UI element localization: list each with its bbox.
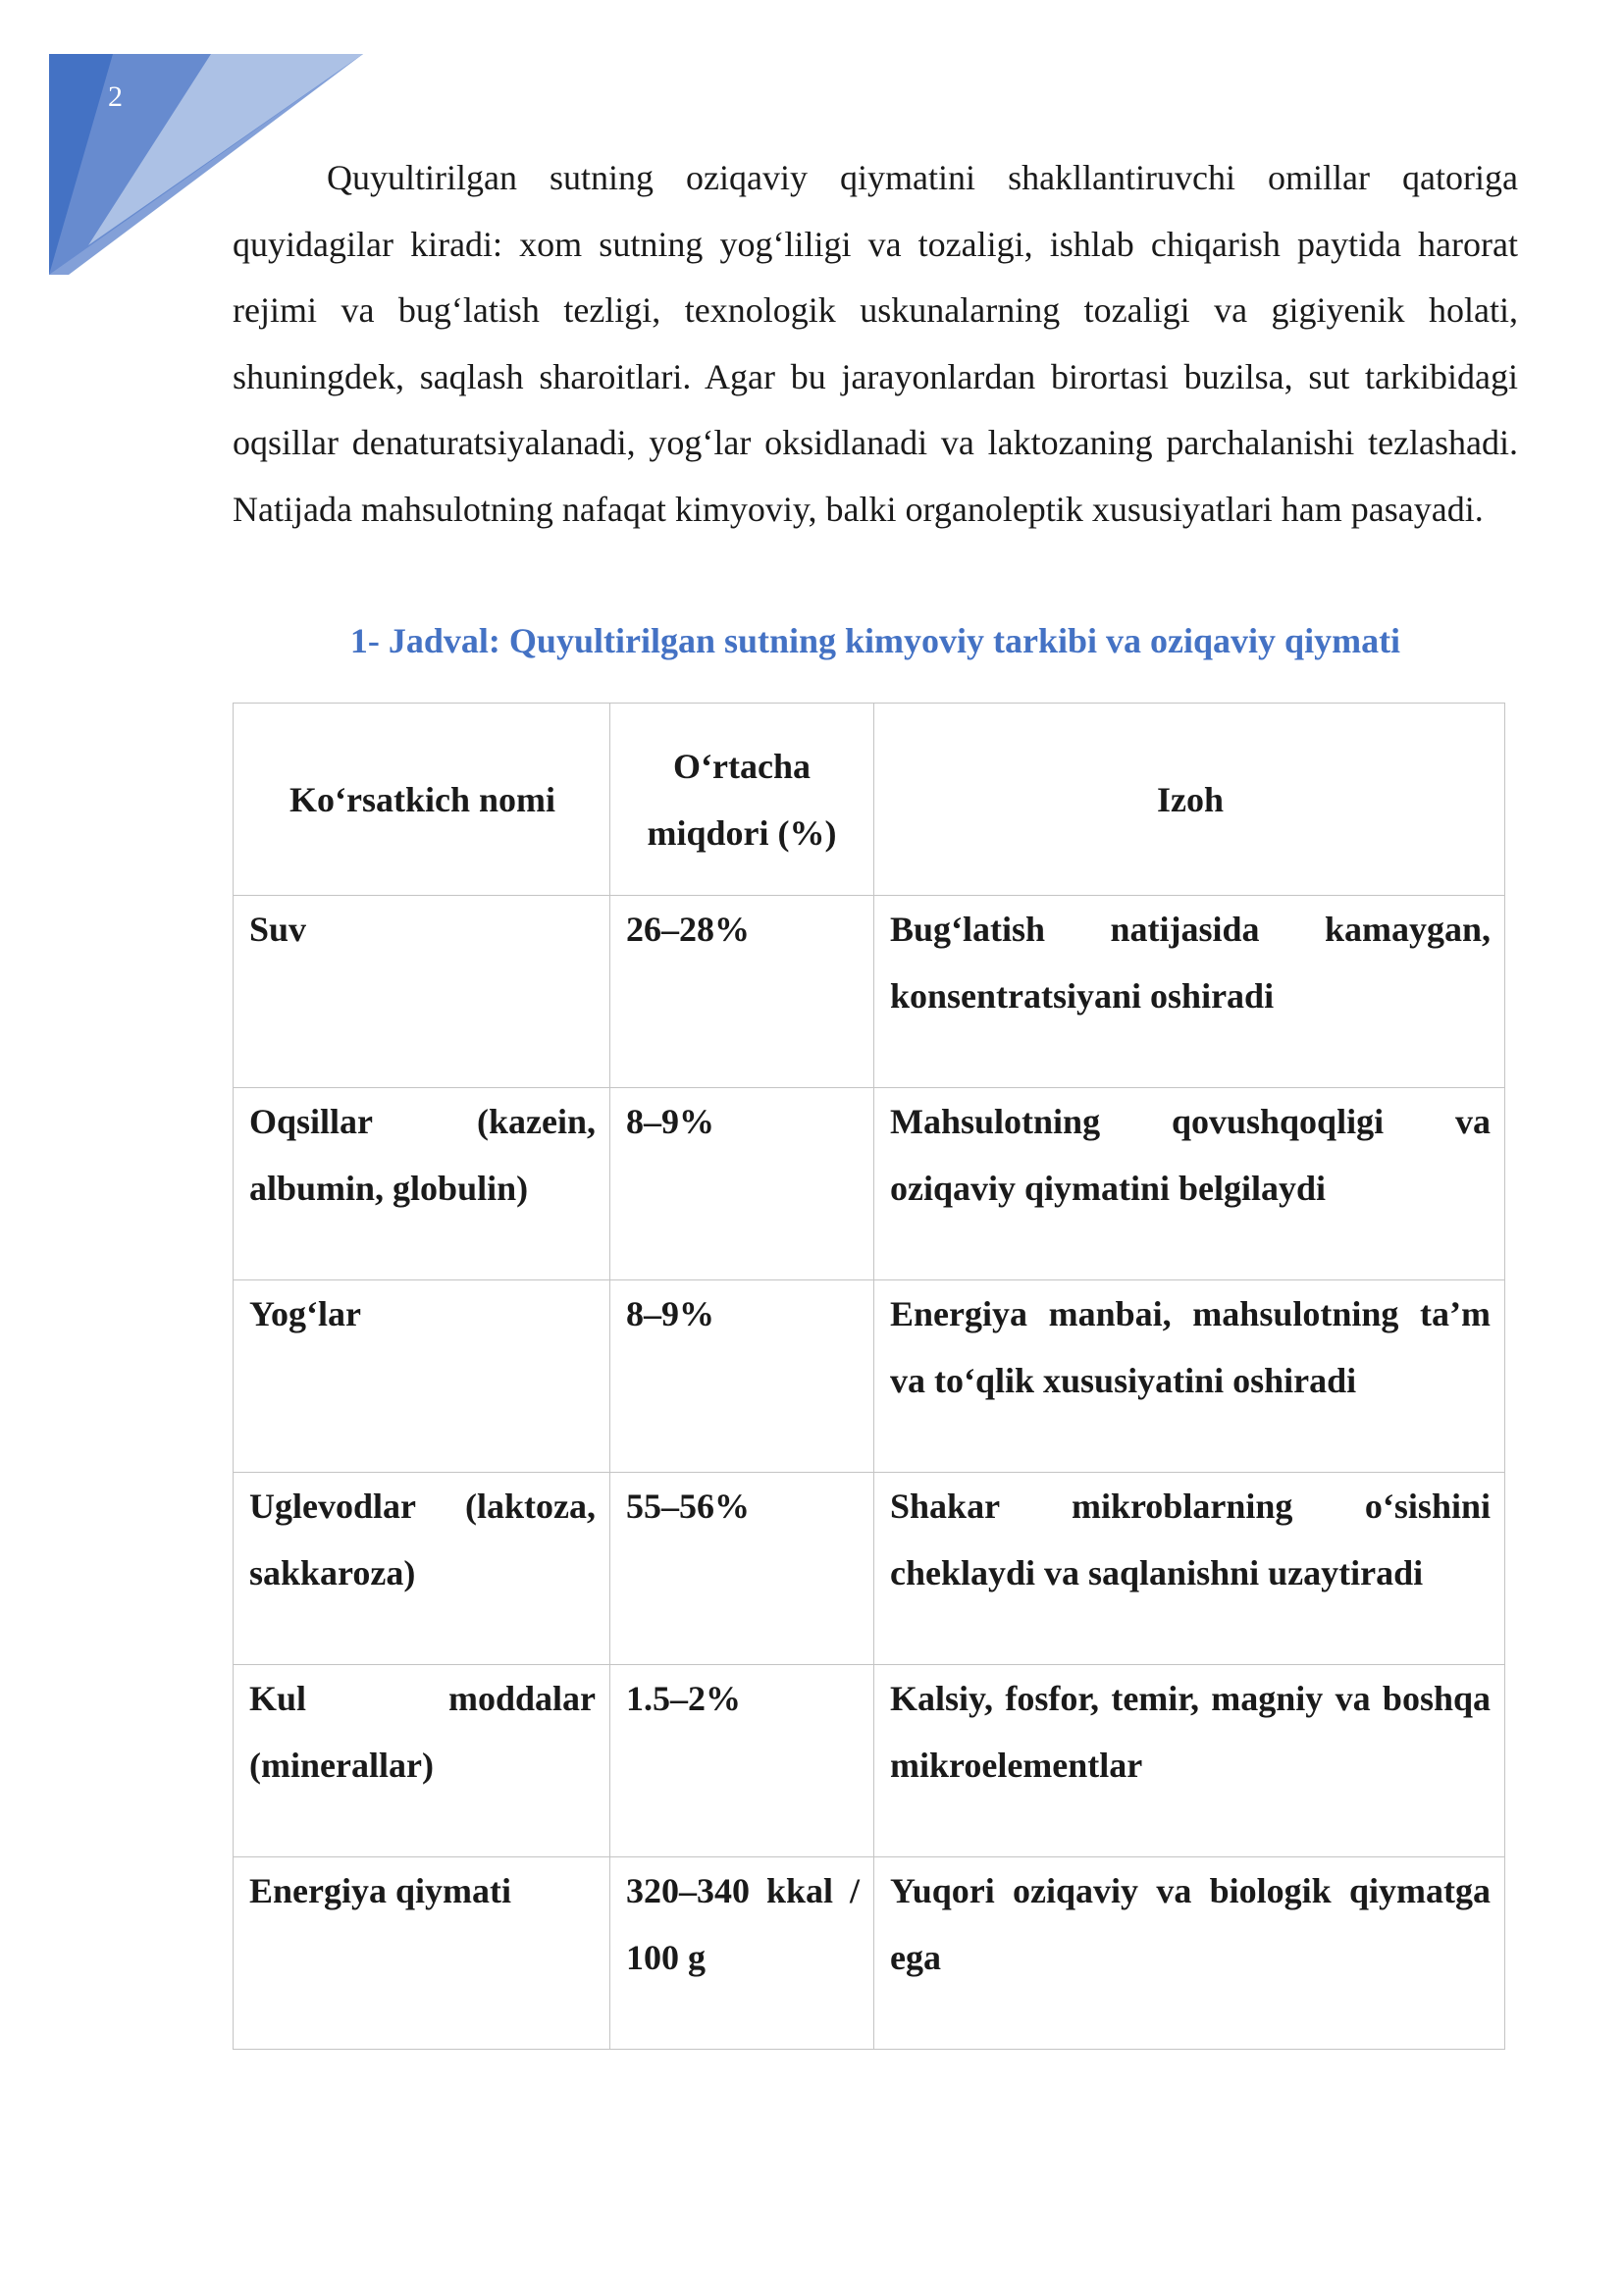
body-paragraph: Quyultirilgan sutning oziqaviy qiymatini shakllantiruvchi omillar qatoriga quyidagilar kiradi: xom sutning yog‘liligi va tozaligi, ishlab chiqarish paytida harorat rejimi va bug‘latish tezligi, texnologik uskunalarning tozaligi va gigiyenik holati, shuningdek, saqlash sharoitlari. Agar bu jarayonlardan birortasi buzilsa, sut tarkibidagi oqsillar denaturatsiyalanadi, yog‘lar oksidlanadi va laktozaning parchalanishi tezlashadi. Natijada mahsulotning nafaqat kimyoviy, balki organoleptik xususiyatlari ham pasayadi.: [233, 158, 1518, 529]
row-name-cell: Energiya qiymati: [234, 1857, 610, 2050]
row-note-cell: Shakar mikroblarning o‘sishini cheklaydi va saqlanishni uzaytiradi: [874, 1473, 1505, 1665]
table-row: [234, 896, 1505, 1088]
row-name-cell: Kul moddalar (minerallar): [234, 1665, 610, 1857]
row-name-cell: Yog‘lar: [234, 1280, 610, 1473]
header-note: Izoh: [874, 704, 1505, 896]
row-note-cell: Kalsiy, fosfor, temir, magniy va boshqa mikroelementlar: [874, 1665, 1505, 1857]
row-amount-cell: 1.5–2%: [610, 1665, 874, 1857]
table-row: [234, 1473, 1505, 1665]
row-amount-cell: 26–28%: [610, 896, 874, 1088]
table-row: [234, 1665, 1505, 1857]
table-row: [234, 1088, 1505, 1280]
composition-table: [233, 703, 1505, 2050]
table-row: [234, 1857, 1505, 2050]
row-note-cell: Mahsulotning qovushqoqligi va oziqaviy qiymatini belgilaydi: [874, 1088, 1505, 1280]
table-caption: 1- Jadval: Quyultirilgan sutning kimyoviy tarkibi va oziqaviy qiymati: [349, 621, 1401, 660]
row-amount-cell: 8–9%: [610, 1088, 874, 1280]
row-name-cell: Oqsillar (kazein, albumin, globulin): [234, 1088, 610, 1280]
row-name-cell: Uglevodlar (laktoza, sakkaroza): [234, 1473, 610, 1665]
row-note-cell: Yuqori oziqaviy va biologik qiymatga ega: [874, 1857, 1505, 2050]
row-amount-cell: 320–340 kkal / 100 g: [610, 1857, 874, 2050]
table-row: [234, 1280, 1505, 1473]
row-amount-cell: 8–9%: [610, 1280, 874, 1473]
table-header-row: [234, 704, 1505, 896]
page-number: 2: [108, 80, 123, 113]
header-average-amount: O‘rtacha miqdori (%): [610, 704, 874, 896]
row-note-cell: Bug‘latish natijasida kamaygan, konsentratsiyani oshiradi: [874, 896, 1505, 1088]
row-amount-cell: 55–56%: [610, 1473, 874, 1665]
header-indicator-name: Ko‘rsatkich nomi: [234, 704, 610, 896]
row-name-cell: Suv: [234, 896, 610, 1088]
row-note-cell: Energiya manbai, mahsulotning ta’m va to‘qlik xususiyatini oshiradi: [874, 1280, 1505, 1473]
